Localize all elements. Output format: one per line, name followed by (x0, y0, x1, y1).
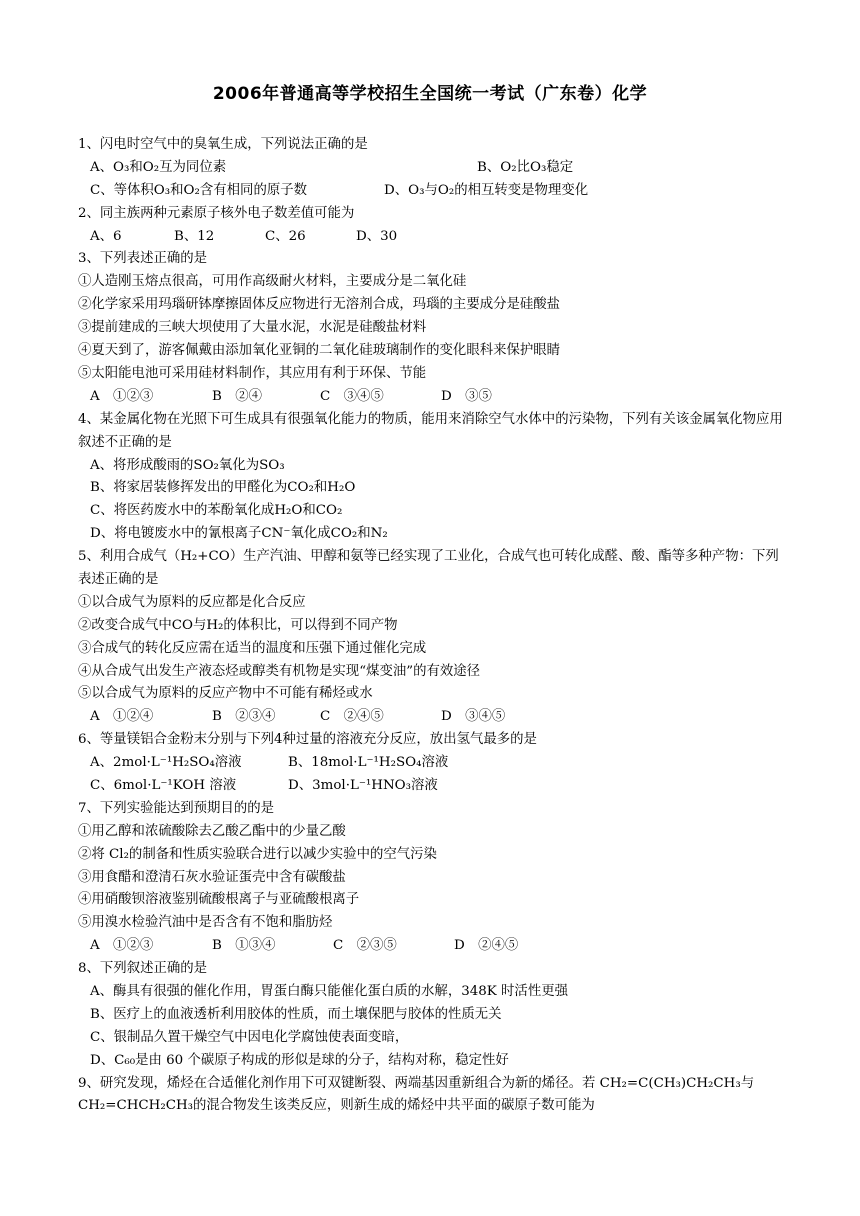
q8-stem: 8、下列叙述正确的是 (78, 961, 208, 977)
q2-option-c: C、26 (265, 228, 306, 244)
q6-options-row1 (78, 752, 784, 775)
q1-options-row2 (78, 180, 784, 203)
q6-option-a: A、2mol·L⁻¹H₂SO₄溶液 (90, 755, 242, 771)
q7-option-b: B ①③④ (212, 938, 276, 954)
q4-option-b: B、将家居装修挥发出的甲醛化为CO₂和H₂O (90, 480, 356, 496)
q2-option-d: D、30 (356, 228, 398, 244)
document-body (78, 134, 784, 1118)
q6-options-row2 (78, 775, 784, 798)
q8-option-a: A、酶具有很强的催化作用，胃蛋白酶只能催化蛋白质的水解，348K 时活性更强 (90, 984, 568, 1000)
q7-statement-1: ①用乙醇和浓硫酸除去乙酸乙酯中的少量乙酸 (78, 823, 346, 839)
q7-statement-4: ④用硝酸钡溶液鉴别硫酸根离子与亚硫酸根离子 (78, 892, 360, 908)
q4-option-d: D、将电镀废水中的氰根离子CN⁻氧化成CO₂和N₂ (90, 526, 388, 542)
q1-option-c: C、等体积O₃和O₂含有相同的原子数 (90, 182, 308, 198)
q3-option-a: A ①②③ (90, 388, 154, 404)
q6-option-b: B、18mol·L⁻¹H₂SO₄溶液 (288, 755, 449, 771)
q1-option-b: B、O₂比O₃稳定 (477, 159, 574, 175)
q2-stem: 2、同主族两种元素原子核外电子数差值可能为 (78, 205, 355, 221)
q8-option-d: D、C₆₀是由 60 个碳原子构成的形似是球的分子，结构对称，稳定性好 (90, 1052, 509, 1068)
q5-statement-2: ②改变合成气中CO与H₂的体积比，可以得到不同产物 (78, 617, 398, 633)
q3-option-c: C ③④⑤ (320, 388, 384, 404)
q5-option-c: C ②④⑤ (320, 709, 384, 725)
q7-statement-5: ⑤用溴水检验汽油中是否含有不饱和脂肪烃 (78, 915, 333, 931)
q6-stem: 6、等量镁铝合金粉末分别与下列4种过量的溶液充分反应，放出氢气最多的是 (78, 732, 537, 748)
q5-statement-3: ③合成气的转化反应需在适当的温度和压强下通过催化完成 (78, 640, 427, 656)
q7-option-a: A ①②③ (90, 938, 154, 954)
q3-option-b: B ②④ (212, 388, 263, 404)
q5-option-d: D ③④⑤ (441, 709, 506, 725)
q4-option-a: A、将形成酸雨的SO₂氧化为SO₃ (90, 457, 285, 473)
q3-statement-1: ①人造刚玉熔点很高，可用作高级耐火材料，主要成分是二氧化硅 (78, 274, 467, 290)
q3-stem: 3、下列表述正确的是 (78, 251, 208, 267)
q3-options-row (78, 386, 784, 409)
q2-options-row (78, 226, 784, 249)
q5-option-a: A ①②④ (90, 709, 154, 725)
q5-statement-4: ④从合成气出发生产液态烃或醇类有机物是实现“煤变油”的有效途径 (78, 663, 481, 679)
q6-option-d: D、3mol·L⁻¹HNO₃溶液 (288, 778, 438, 793)
q7-statement-2: ②将 Cl₂的制备和性质实验联合进行以减少实验中的空气污染 (78, 846, 437, 862)
q4-option-c: C、将医药废水中的苯酚氧化成H₂O和CO₂ (90, 503, 343, 519)
q1-options-row1 (78, 157, 784, 180)
q8-option-b: B、医疗上的血液透析利用胶体的性质，而土壤保肥与胶体的性质无关 (90, 1006, 502, 1022)
q7-options-row (78, 935, 784, 958)
q1-option-d: D、O₃与O₂的相互转变是物理变化 (384, 182, 589, 198)
q5-statement-5: ⑤以合成气为原料的反应产物中不可能有稀烃或水 (78, 686, 373, 702)
q7-option-d: D ②④⑤ (454, 938, 519, 954)
q9-stem: 9、研究发现，烯烃在合适催化剂作用下可双键断裂、两端基因重新组合为新的烯径。若 CH₂=C(CH₃)CH₂CH₃与 CH₂=CHCH₂CH₃的混合物发生该类反应，则新生成的烯烃中共平面的碳原子数可能为 (78, 1075, 755, 1114)
q1-option-a: A、O₃和O₂互为同位素 (90, 159, 227, 175)
q8-option-c: C、银制品久置干燥空气中因电化学腐蚀使表面变暗， (90, 1029, 409, 1045)
q3-statement-5: ⑤太阳能电池可采用硅材料制作，其应用有利于环保、节能 (78, 365, 427, 381)
q7-stem: 7、下列实验能达到预期目的的是 (78, 800, 274, 816)
q5-stem: 5、利用合成气（H₂+CO）生产汽油、甲醇和氨等已经实现了工业化，合成气也可转化成醛、酸、酯等多种产物：下列表述正确的是 (78, 549, 779, 587)
q2-option-a: A、6 (90, 228, 122, 244)
q5-option-b: B ②③④ (212, 709, 276, 725)
document-title: 2006年普通高等学校招生全国统一考试（广东卷）化学 (212, 84, 648, 104)
q4-stem: 4、某金属化物在光照下可生成具有很强氧化能力的物质，能用来消除空气水体中的污染物，下列有关该金属氧化物应用叙述不正确的是 (78, 411, 783, 450)
q1-stem: 1、闪电时空气中的臭氧生成，下列说法正确的是 (78, 137, 368, 152)
q3-statement-2: ②化学家采用玛瑙研钵摩擦固体反应物进行无溶剂合成，玛瑙的主要成分是硅酸盐 (78, 297, 561, 313)
q7-statement-3: ③用食醋和澄清石灰水验证蛋壳中含有碳酸盐 (78, 869, 346, 885)
q5-options-row (78, 706, 784, 729)
q2-option-b: B、12 (174, 228, 215, 244)
q7-option-c: C ②③⑤ (333, 938, 397, 954)
q5-statement-1: ①以合成气为原料的反应都是化合反应 (78, 594, 306, 610)
q6-option-c: C、6mol·L⁻¹KOH 溶液 (90, 778, 237, 793)
q3-option-d: D ③⑤ (441, 388, 492, 404)
q3-statement-3: ③提前建成的三峡大坝使用了大量水泥，水泥是硅酸盐材料 (78, 320, 427, 336)
q3-statement-4: ④夏天到了，游客佩戴由添加氧化亚铜的二氧化硅玻璃制作的变化眼科来保护眼睛 (78, 343, 561, 359)
